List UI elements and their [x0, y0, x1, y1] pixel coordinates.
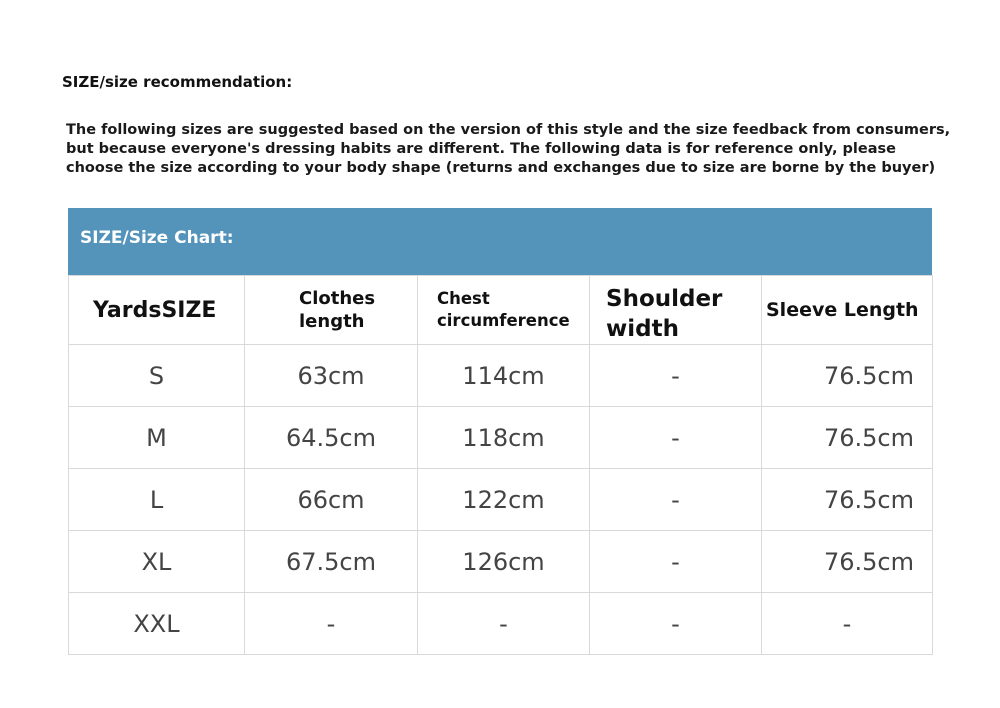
cell-shoulder: - [590, 531, 762, 593]
note-line: but because everyone's dressing habits are different. The following data is for reference only, please [66, 141, 896, 157]
page-heading: SIZE/size recommendation: [62, 73, 293, 91]
cell-size: S [69, 345, 245, 407]
cell-sleeve: 76.5cm [762, 407, 933, 469]
header-clothes-length-line: length [299, 311, 365, 332]
table-header-row [69, 276, 933, 345]
table-row [69, 469, 933, 531]
cell-clothes-length: 64.5cm [245, 407, 418, 469]
table-row [69, 345, 933, 407]
header-sleeve: Sleeve Length [762, 276, 933, 345]
size-chart-title: SIZE/Size Chart: [68, 208, 932, 275]
cell-shoulder: - [590, 345, 762, 407]
size-chart [68, 208, 932, 655]
header-shoulder-line: Shoulder [606, 286, 723, 312]
cell-sleeve: 76.5cm [762, 531, 933, 593]
cell-size: L [69, 469, 245, 531]
cell-size: M [69, 407, 245, 469]
cell-clothes-length: 63cm [245, 345, 418, 407]
cell-clothes-length: 67.5cm [245, 531, 418, 593]
header-size: YardsSIZE [69, 276, 245, 345]
table-row [69, 593, 933, 655]
header-chest [418, 276, 590, 345]
cell-clothes-length: - [245, 593, 418, 655]
cell-shoulder: - [590, 469, 762, 531]
header-shoulder-line: width [606, 316, 679, 342]
header-chest-line: Chest [437, 289, 490, 308]
cell-shoulder: - [590, 593, 762, 655]
cell-size: XL [69, 531, 245, 593]
header-clothes-length [245, 276, 418, 345]
size-note [66, 121, 966, 178]
cell-chest: 118cm [418, 407, 590, 469]
header-shoulder [590, 276, 762, 345]
note-line: choose the size according to your body shape (returns and exchanges due to size are borne by the buyer) [66, 160, 936, 176]
cell-chest: 114cm [418, 345, 590, 407]
header-chest-line: circumference [437, 311, 570, 330]
cell-size: XXL [69, 593, 245, 655]
cell-clothes-length: 66cm [245, 469, 418, 531]
cell-shoulder: - [590, 407, 762, 469]
size-table [68, 275, 933, 655]
cell-chest: 122cm [418, 469, 590, 531]
table-row [69, 531, 933, 593]
cell-sleeve: 76.5cm [762, 469, 933, 531]
cell-sleeve: - [762, 593, 933, 655]
note-line: The following sizes are suggested based on the version of this style and the size feedback from consumers, [66, 122, 951, 138]
cell-chest: 126cm [418, 531, 590, 593]
cell-sleeve: 76.5cm [762, 345, 933, 407]
header-clothes-length-line: Clothes [299, 288, 376, 309]
cell-chest: - [418, 593, 590, 655]
table-row [69, 407, 933, 469]
